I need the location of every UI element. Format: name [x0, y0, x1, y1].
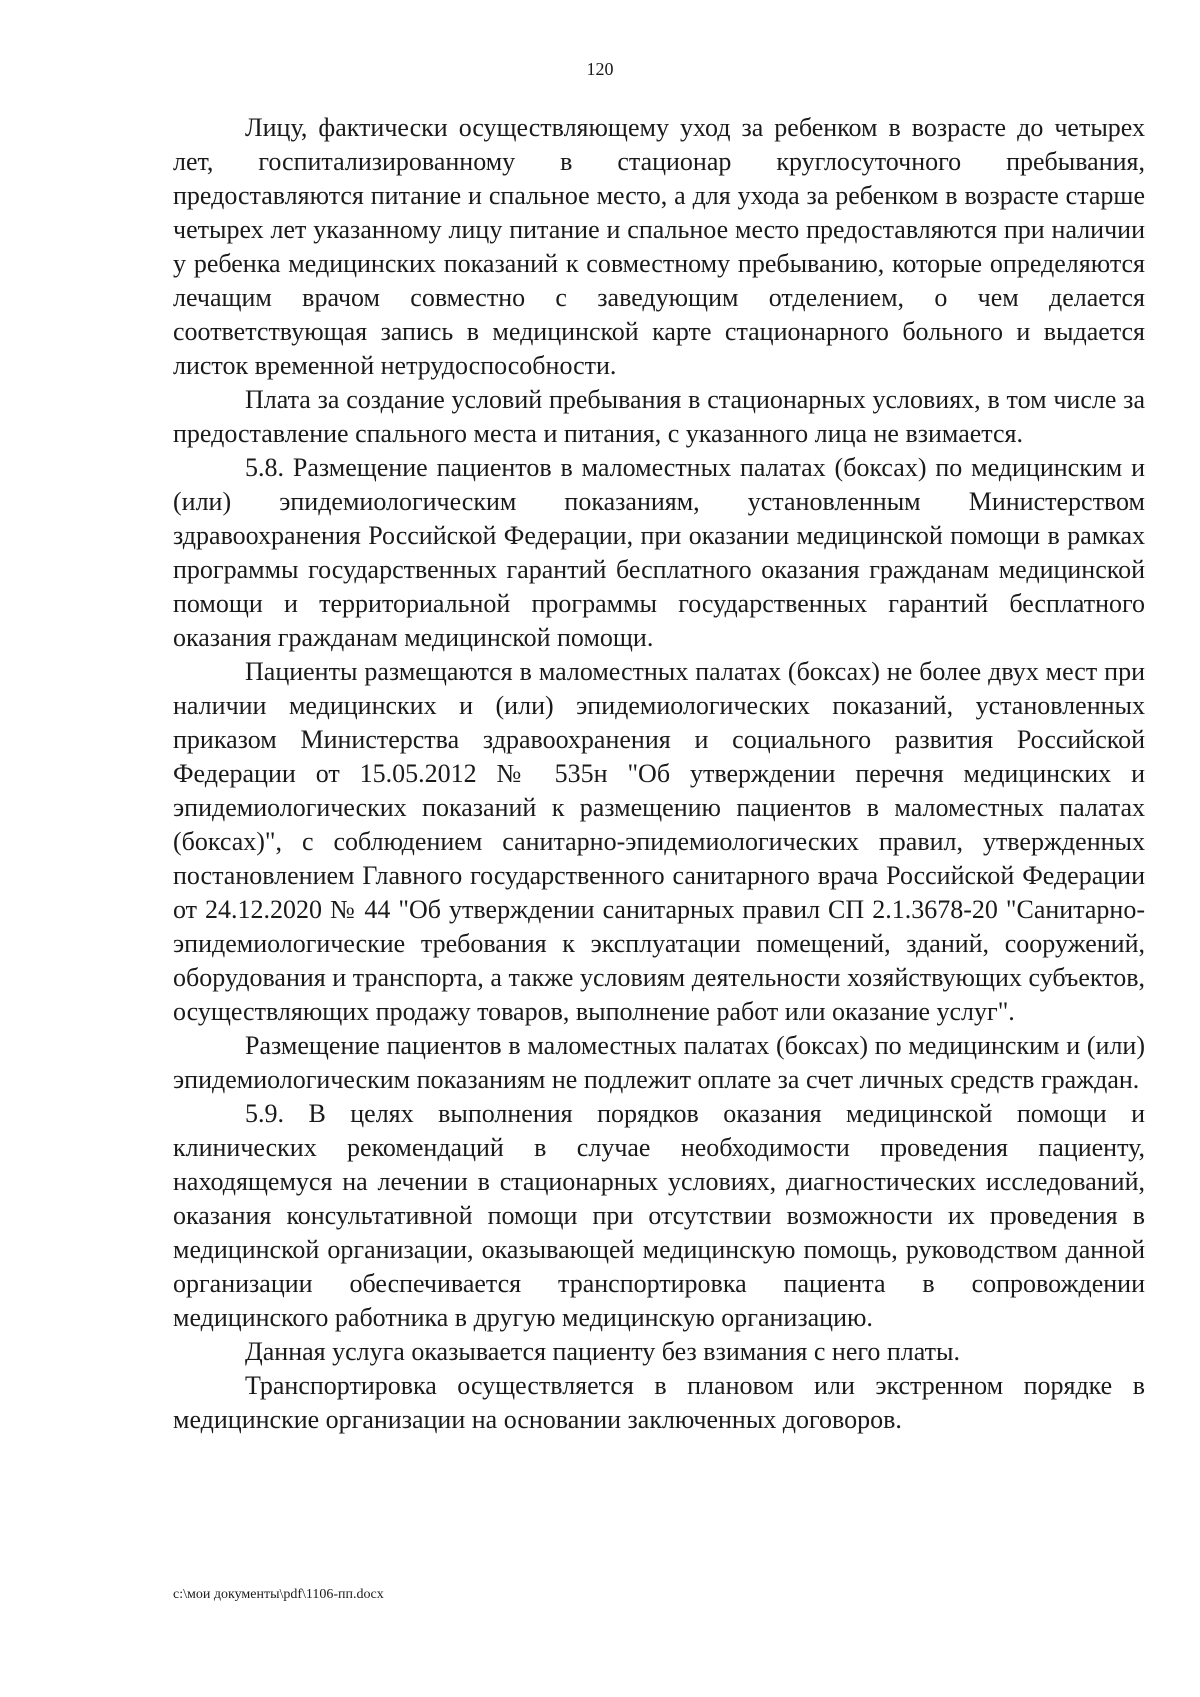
paragraph-no-personal-payment: Размещение пациентов в маломестных палатах (боксах) по медицинским и (или) эпидемиологическим показаниям не подлежит оплате за счет личных средств граждан.: [173, 1031, 1145, 1094]
document-body: [173, 111, 1145, 1437]
footer-file-path: c:\мои документы\pdf\1106-пп.docx: [173, 1587, 384, 1602]
paragraph-patient-placement: Пациенты размещаются в маломестных палатах (боксах) не более двух мест при наличии медицинских и (или) эпидемиологических показаний, установленных приказом Министерства здравоохранения и социального развития Российской Федерации от 15.05.2012 № 535н "Об утверждении перечня медицинских и эпидемиологических показаний к размещению пациентов в маломестных палатах (боксах)", с соблюдением санитарно-эпидемиологических правил, утвержденных постановлением Главного государственного санитарного врача Российской Федерации от 24.12.2020 № 44 "Об утверждении санитарных правил СП 2.1.3678-20 "Санитарно-эпидемиологические требования к эксплуатации помещений, зданий, сооружений, оборудования и транспорта, а также условиям деятельности хозяйствующих субъектов, осуществляющих продажу товаров, выполнение работ или оказание услуг".: [173, 657, 1145, 1026]
page-number: 120: [586, 59, 614, 79]
paragraph-transport-order: Транспортировка осуществляется в плановом или экстренном порядке в медицинские организации на основании заключенных договоров.: [173, 1371, 1145, 1434]
paragraph-5-8-small-wards: 5.8. Размещение пациентов в маломестных палатах (боксах) по медицинским и (или) эпидемиологическим показаниям, установленным Министерством здравоохранения Российской Федерации, при оказании медицинской помощи в рамках программы государственных гарантий бесплатного оказания гражданам медицинской помощи и территориальной программы государственных гарантий бесплатного оказания гражданам медицинской помощи.: [173, 453, 1145, 652]
paragraph-5-9-transport: 5.9. В целях выполнения порядков оказания медицинской помощи и клинических рекомендаций в случае необходимости проведения пациенту, находящемуся на лечении в стационарных условиях, диагностических исследований, оказания консультативной помощи при отсутствии возможности их проведения в медицинской организации, оказывающей медицинскую помощь, руководством данной организации обеспечивается транспортировка пациента в сопровождении медицинского работника в другую медицинскую организацию.: [173, 1099, 1145, 1332]
paragraph-free-service: Данная услуга оказывается пациенту без взимания с него платы.: [245, 1337, 960, 1366]
paragraph-caregiver-accommodation: Лицу, фактически осуществляющему уход за ребенком в возрасте до четырех лет, госпитализированному в стационар круглосуточного пребывания, предоставляются питание и спальное место, а для ухода за ребенком в возрасте старше четырех лет указанному лицу питание и спальное место предоставляются при наличии у ребенка медицинских показаний к совместному пребыванию, которые определяются лечащим врачом совместно с заведующим отделением, о чем делается соответствующая запись в медицинской карте стационарного больного и выдается листок временной нетрудоспособности.: [173, 113, 1145, 380]
paragraph-no-fee: Плата за создание условий пребывания в стационарных условиях, в том числе за предоставление спального места и питания, с указанного лица не взимается.: [173, 385, 1145, 448]
